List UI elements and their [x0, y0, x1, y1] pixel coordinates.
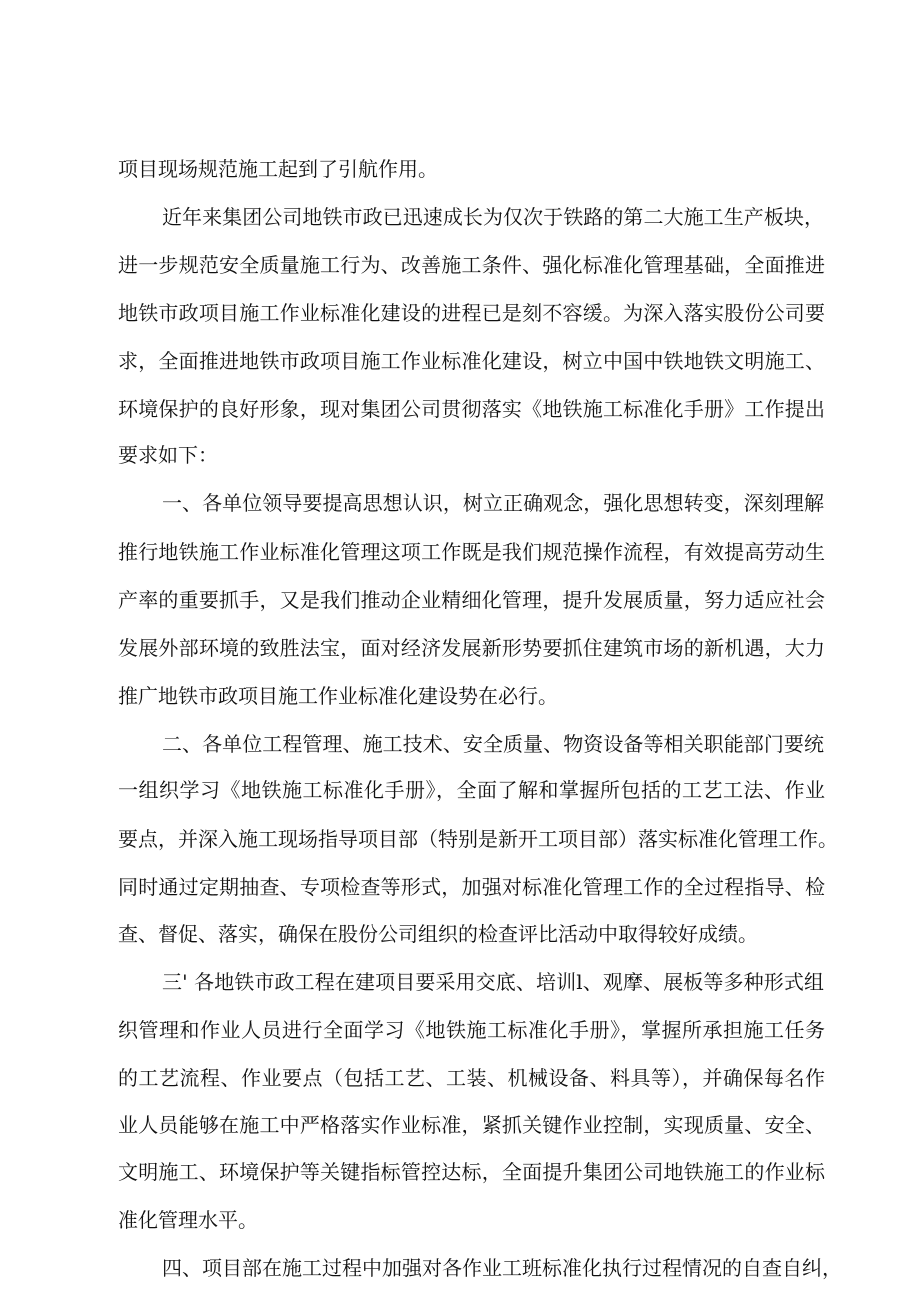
paragraph-line: 同时通过定期抽查、专项检查等形式，加强对标准化管理工作的全过程指导、检 [118, 875, 825, 899]
paragraph-line: 环境保护的良好形象，现对集团公司贯彻落实《地铁施工标准化手册》工作提出 [118, 397, 825, 421]
paragraph-line: 三' 各地铁市政工程在建项目要采用交底、培训l、观摩、展板等多种形式组 [162, 970, 824, 994]
paragraph-line: 推广地铁市政项目施工作业标准化建设势在必行。 [118, 684, 558, 708]
paragraph-line: 业人员能够在施工中严格落实作业标准，紧抓关键作业控制，实现质量、安全、 [118, 1113, 825, 1137]
paragraph-line: 要点，并深入施工现场指导项目部（特别是新开工项目部）落实标准化管理工作。 [118, 827, 838, 851]
paragraph-line: 进一步规范安全质量施工行为、改善施工条件、强化标准化管理基础，全面推进 [118, 253, 825, 277]
paragraph-line: 查、督促、落实，确保在股份公司组织的检查评比活动中取得较好成绩。 [118, 922, 758, 946]
paragraph-line: 织管理和作业人员进行全面学习《地铁施工标准化手册》，掌握所承担施工任务 [118, 1018, 825, 1042]
paragraph-line: 文明施工、环境保护等关键指标管控达标，全面提升集团公司地铁施工的作业标 [118, 1160, 825, 1184]
paragraph-line: 一、各单位领导要提高思想认识，树立正确观念，强化思想转变，深刻理解 [162, 491, 824, 515]
paragraph-line: 求，全面推进地铁市政项目施工作业标准化建设，树立中国中铁地铁文明施工、 [118, 349, 825, 373]
paragraph-line: 近年来集团公司地铁市政已迅速成长为仅次于铁路的第二大施工生产板块， [162, 205, 824, 229]
paragraph-line: 的工艺流程、作业要点（包括工艺、工装、机械设备、料具等），并确保每名作 [118, 1066, 825, 1090]
paragraph-line: 地铁市政项目施工作业标准化建设的进程已是刻不容缓。为深入落实股份公司要 [118, 301, 825, 325]
paragraph-line: 发展外部环境的致胜法宝，面对经济发展新形势要抓住建筑市场的新机遇，大力 [118, 636, 825, 660]
paragraph-line: 准化管理水平。 [118, 1208, 258, 1232]
paragraph-line: 产率的重要抓手，又是我们推动企业精细化管理，提升发展质量，努力适应社会 [118, 588, 825, 612]
paragraph-line: 推行地铁施工作业标准化管理这项工作既是我们规范操作流程，有效提高劳动生 [118, 540, 825, 564]
paragraph-line: 二、各单位工程管理、施工技术、安全质量、物资设备等相关职能部门要统 [162, 732, 824, 756]
paragraph-line: 要求如下： [118, 443, 218, 467]
paragraph-line: 一组织学习《地铁施工标准化手册》，全面了解和掌握所包括的工艺工法、作业 [118, 778, 825, 802]
paragraph-line: 项目现场规范施工起到了引航作用。 [118, 157, 438, 181]
paragraph-line: 四、项目部在施工过程中加强对各作业工班标准化执行过程情况的自查自纠， [162, 1256, 842, 1280]
